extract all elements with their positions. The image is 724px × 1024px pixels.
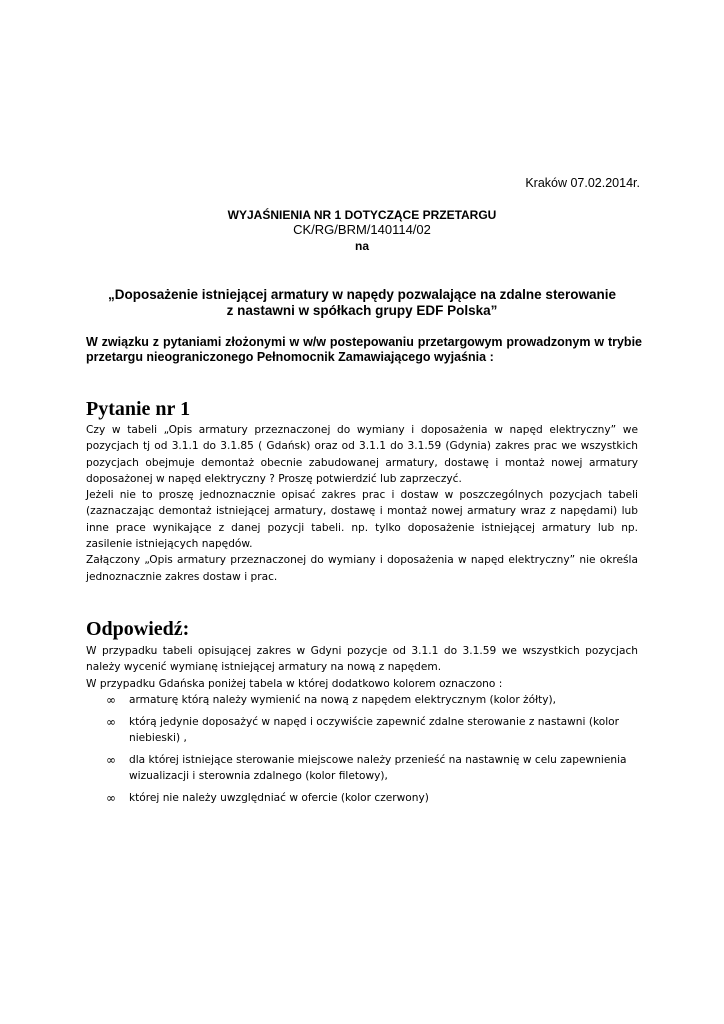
bullet-text: której nie należy uwzględniać w ofercie (kolor czerwony) <box>129 791 429 804</box>
subject-line-1: „Doposażenie istniejącej armatury w napędy pozwalające na zdalne sterowanie <box>108 287 616 302</box>
list-item <box>86 790 642 807</box>
title-line-1: WYJAŚNIENIA NR 1 DOTYCZĄCE PRZETARGU <box>227 208 497 222</box>
answer-paragraph-2: W przypadku Gdańska poniżej tabela w której dodatkowo kolorem oznaczono : <box>86 677 503 690</box>
infinity-bullet-icon: ∞ <box>106 714 116 729</box>
infinity-bullet-icon: ∞ <box>106 693 116 707</box>
question-body <box>86 422 638 585</box>
question-paragraph-1: Czy w tabeli „Opis armatury przeznaczonej do wymiany i doposażenia w napęd elektryczny” we pozycjach tj od 3.1.1 do 3.1.85 ( Gdańsk) oraz od 3.1.1 do 3.1.59 (Gdynia) zakres prac we wszystkich pozycjach obejmuje demontaż obecnie zabudowanej armatury, dostawę i montaż nowej armatury doposażonej w napęd elektryczny ? Proszę potwierdzić lub zaprzeczyć. <box>86 424 638 485</box>
question-paragraph-2: Jeżeli nie to proszę jednoznacznie opisać zakres prac i dostaw w poszczególnych pozycjach tabeli (zaznaczając demontaż istniejącej armatury, dostawę i montaż nowej armatury wraz z napędami) lub inne prace wynikające z danej pozycji tabeli. np. tylko doposażenie istniejącej armatury lub np. zasilenie istniejących napędów. <box>86 489 638 551</box>
question-heading: Pytanie nr 1 <box>86 398 191 420</box>
list-item <box>86 692 642 709</box>
question-paragraph-3: Załączony „Opis armatury przeznaczonej do wymiany i doposażenia w napęd elektryczny” nie określa jednoznacznie zakres dostaw i prac. <box>86 554 638 583</box>
title-reference-number: CK/RG/BRM/140114/02 <box>293 222 431 237</box>
answer-paragraph-1: W przypadku tabeli opisującej zakres w Gdyni pozycje od 3.1.1 do 3.1.59 we wszystkich pozycjach należy wycenić wymianę istniejącej armatury na nową z napędem. <box>86 645 638 674</box>
infinity-bullet-icon: ∞ <box>106 752 116 767</box>
bullet-text: armaturę którą należy wymienić na nową z napędem elektrycznym (kolor żółty), <box>129 694 557 706</box>
intro-paragraph: W związku z pytaniami złożonymi w w/w postepowaniu przetargowym prowadzonym w trybie przetargu nieograniczonego Pełnomocnik Zamawiającego wyjaśnia : <box>86 335 642 364</box>
infinity-bullet-icon: ∞ <box>106 790 116 805</box>
list-item <box>86 714 642 747</box>
answer-heading: Odpowiedź: <box>86 618 190 640</box>
tender-subject <box>80 287 644 319</box>
subject-line-2: z nastawni w spółkach grupy EDF Polska” <box>226 303 498 318</box>
answer-bullet-list <box>86 692 642 811</box>
document-date: Kraków 07.02.2014r. <box>525 176 640 190</box>
title-line-3: na <box>354 239 369 253</box>
list-item <box>86 752 642 785</box>
answer-body <box>86 643 638 692</box>
bullet-text: którą jedynie doposażyć w napęd i oczywiście zapewnić zdalne sterowanie z nastawni (kolor niebieski) , <box>129 715 619 744</box>
bullet-text: dla której istniejące sterowanie miejscowe należy przenieść na nastawnię w celu zapewnienia wizualizacji i sterownia zdalnego (kolor filetowy), <box>129 753 627 782</box>
